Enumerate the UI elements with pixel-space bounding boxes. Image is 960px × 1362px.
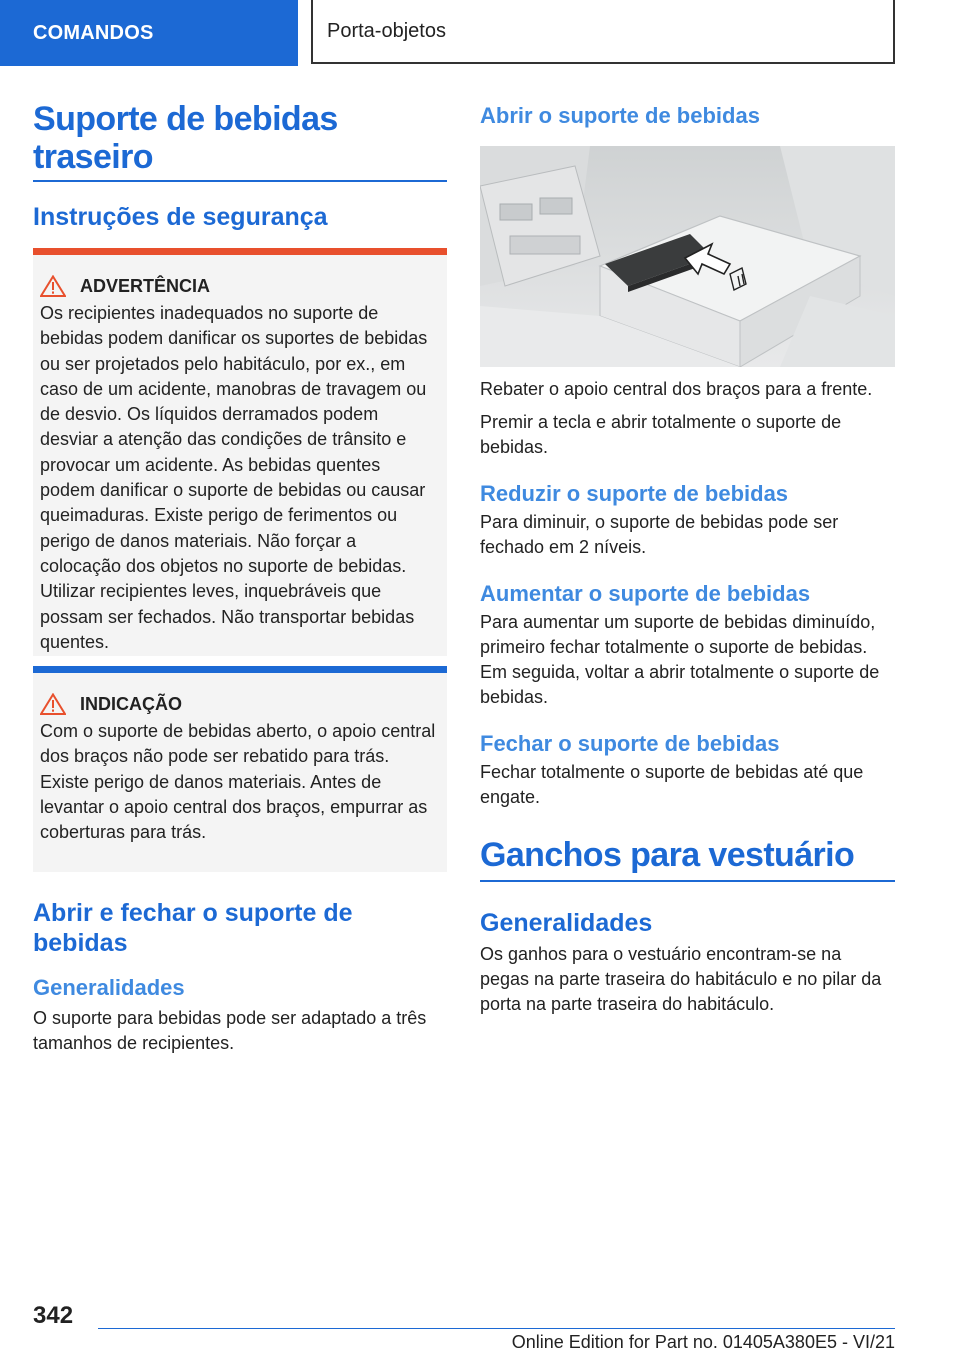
notice-box: [33, 666, 447, 872]
increase-heading: Aumentar o suporte de bebidas: [480, 581, 811, 606]
right-column: [480, 100, 895, 1017]
hooks-general-text: Os ganhos para o vestuário encontram-se na pegas na parte traseira do habitáculo e no pilar da porta na parte traseira do habitáculo.: [480, 944, 882, 1014]
increase-text: Para aumentar um suporte de bebidas diminuído, primeiro fechar totalmente o suporte de bebidas. Em seguida, voltar a abrir totalmente o suporte de bebidas.: [480, 612, 880, 707]
title-block: [33, 100, 447, 182]
armrest-cupholder-icon: [480, 146, 895, 367]
left-column: [33, 100, 447, 1056]
footer-rule: [98, 1328, 895, 1329]
warning-label: ADVERTÊNCIA: [80, 275, 211, 296]
hooks-title-block: [480, 836, 895, 882]
topic-tab: [311, 0, 895, 64]
warning-text: Os recipientes inadequados no suporte de bebidas podem danificar os suportes de bebidas ou ser projetados pelo habitáculo, por ex., em caso de um acidente, manobras de travagem ou de desvio. Os líquidos derramados podem desviar a atenção das condições de trânsito e provocar um acidente. As bebidas quentes podem danificar o suporte de bebidas ou causar queimaduras. Existe perigo de ferimentos ou perigo de danos materiais. Não forçar a colocação dos objetos no suporte de bebidas. Utilizar recipientes leves, inquebráveis que possam ser fechados. Não transportar bebidas quentes.: [40, 303, 428, 652]
safety-heading: Instruções de segurança: [33, 203, 328, 231]
warning-box: [33, 248, 447, 656]
general-heading: Generalidades: [33, 975, 185, 1000]
notice-label: INDICAÇÃO: [80, 693, 182, 714]
section-tab: [0, 0, 298, 66]
close-heading: Fechar o suporte de bebidas: [480, 731, 780, 756]
notice-triangle-icon: [40, 693, 66, 715]
hooks-title: Ganchos para vestuário: [480, 836, 855, 874]
section-label: COMANDOS: [33, 21, 154, 44]
warning-triangle-icon: [40, 275, 66, 297]
notice-title: [40, 693, 439, 715]
reduce-heading: Reduzir o suporte de bebidas: [480, 481, 789, 506]
open-heading: Abrir o suporte de bebidas: [480, 103, 760, 128]
warning-title: [40, 275, 439, 297]
open-step-1: Rebater o apoio central dos braços para a frente.: [480, 379, 873, 399]
open-close-heading: Abrir e fechar o suporte de bebidas: [33, 899, 353, 957]
reduce-text: Para diminuir, o suporte de bebidas pode ser fechado em 2 níveis.: [480, 512, 839, 557]
armrest-cupholder-illustration: [480, 146, 895, 367]
notice-text: Com o suporte de bebidas aberto, o apoio central dos braços não pode ser rebatido para trás. Existe perigo de danos materiais. Antes de levantar o apoio central dos braços, empurrar as coberturas para trás.: [40, 721, 436, 843]
page-number: 342: [33, 1302, 74, 1329]
topic-label: Porta-objetos: [327, 19, 446, 42]
edition-text: Online Edition for Part no. 01405A380E5 - VI/21: [511, 1332, 895, 1352]
hooks-general-heading: Generalidades: [480, 909, 653, 937]
page-title: Suporte de bebidas traseiro: [33, 100, 338, 176]
open-step-2: Premir a tecla e abrir totalmente o suporte de bebidas.: [480, 412, 842, 457]
close-text: Fechar totalmente o suporte de bebidas até que engate.: [480, 762, 864, 807]
general-text: O suporte para bebidas pode ser adaptado a três tamanhos de recipientes.: [33, 1008, 427, 1053]
